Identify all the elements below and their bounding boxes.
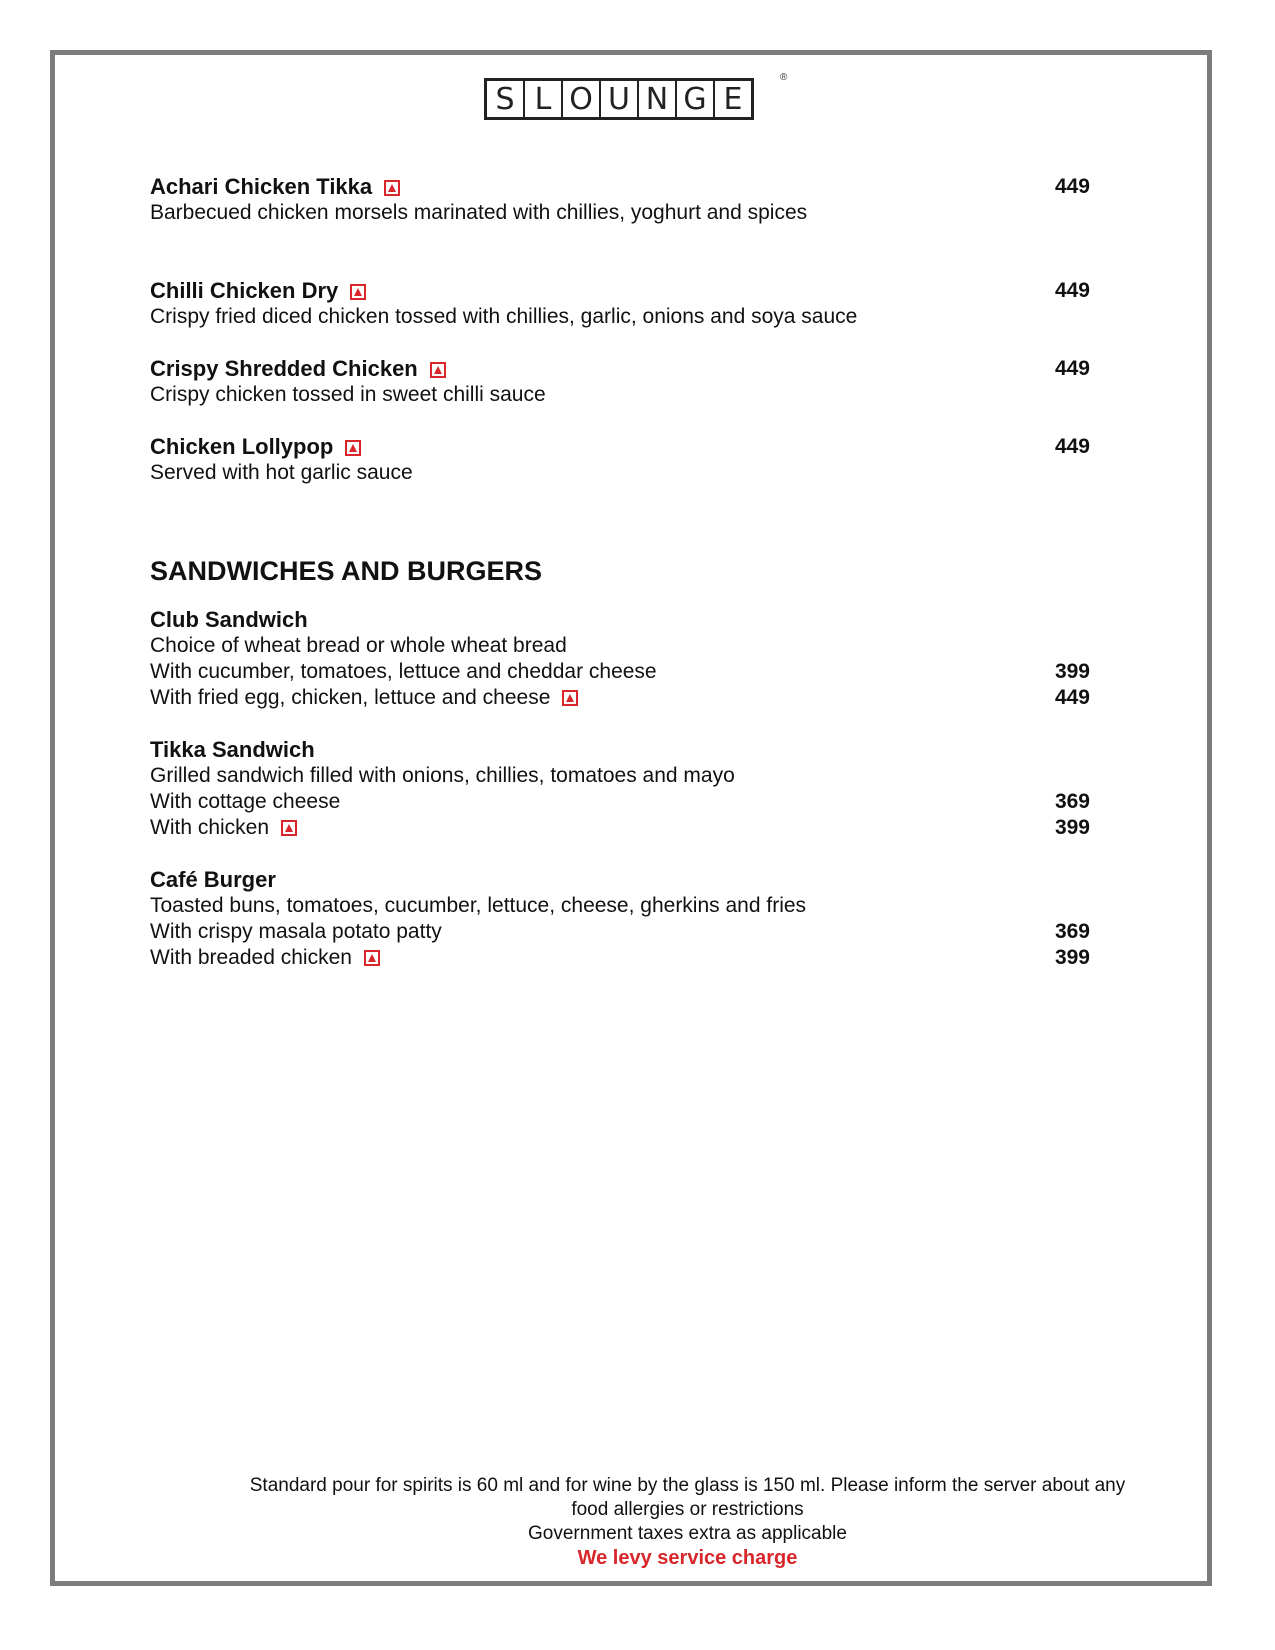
- item-option: [150, 945, 1090, 971]
- item-price: 449: [1054, 279, 1090, 302]
- option-label: With chicken: [150, 816, 270, 839]
- footer-notes: [150, 1474, 1225, 1570]
- option-price: 399: [1054, 946, 1090, 969]
- footer-tax-note: Government taxes extra as applicable: [528, 1523, 847, 1544]
- item-description: Grilled sandwich filled with onions, chillies, tomatoes and mayo: [150, 764, 735, 787]
- item-description: Choice of wheat bread or whole wheat bread: [150, 634, 567, 657]
- item-option: [150, 815, 1090, 841]
- item-description: Served with hot garlic sauce: [150, 461, 413, 484]
- section-title: SANDWICHES AND BURGERS: [150, 556, 543, 586]
- item-description: Toasted buns, tomatoes, cucumber, lettuce, cheese, gherkins and fries: [150, 894, 807, 917]
- footer-pour-note: Standard pour for spirits is 60 ml and for wine by the glass is 150 ml. Please inform the server about any: [249, 1475, 1126, 1496]
- menu-item: [150, 737, 1090, 841]
- item-name: Achari Chicken Tikka: [150, 174, 373, 199]
- non-veg-icon: [345, 440, 361, 456]
- non-veg-icon: [281, 820, 297, 836]
- item-description: Barbecued chicken morsels marinated with chillies, yoghurt and spices: [150, 201, 808, 224]
- non-veg-icon: [350, 284, 366, 300]
- option-price: 399: [1054, 660, 1090, 683]
- option-label: With crispy masala potato patty: [150, 920, 442, 943]
- non-veg-icon: [384, 180, 400, 196]
- option-price: 369: [1054, 920, 1090, 943]
- non-veg-icon: [562, 690, 578, 706]
- menu-item: [150, 607, 1090, 711]
- footer-allergy-note: food allergies or restrictions: [571, 1499, 804, 1520]
- option-label: With cottage cheese: [150, 790, 341, 813]
- item-name: Chicken Lollypop: [150, 434, 334, 459]
- menu-item: [150, 434, 1090, 486]
- item-name: Tikka Sandwich: [150, 737, 315, 762]
- menu-item: [150, 174, 1090, 226]
- non-veg-icon: [364, 950, 380, 966]
- menu-item: [150, 356, 1090, 408]
- item-name: Crispy Shredded Chicken: [150, 356, 418, 381]
- item-description: Crispy chicken tossed in sweet chilli sauce: [150, 383, 546, 406]
- item-name: Chilli Chicken Dry: [150, 278, 339, 303]
- option-label: With fried egg, chicken, lettuce and cheese: [150, 686, 551, 709]
- item-option: [150, 659, 1090, 685]
- menu-item: [150, 867, 1090, 971]
- non-veg-icon: [430, 362, 446, 378]
- item-price: 449: [1054, 357, 1090, 380]
- item-option: [150, 685, 1090, 711]
- item-description: Crispy fried diced chicken tossed with chillies, garlic, onions and soya sauce: [150, 305, 858, 328]
- option-price: 449: [1054, 686, 1090, 709]
- logo-letter: E: [723, 81, 743, 117]
- item-name: Café Burger: [150, 867, 276, 892]
- menu-item: [150, 278, 1090, 330]
- logo-letter: N: [639, 81, 677, 117]
- item-price: 449: [1054, 435, 1090, 458]
- option-price: 399: [1054, 816, 1090, 839]
- logo-trademark: ®: [780, 72, 788, 83]
- option-label: With cucumber, tomatoes, lettuce and cheddar cheese: [150, 660, 657, 683]
- option-label: With breaded chicken: [150, 946, 352, 969]
- logo-letter: G: [677, 81, 715, 117]
- footer-service-charge: We levy service charge: [577, 1547, 798, 1569]
- item-name: Club Sandwich: [150, 607, 308, 632]
- logo-letter: O: [563, 81, 601, 117]
- item-option: [150, 789, 1090, 815]
- item-price: 449: [1054, 175, 1090, 198]
- slounge-logo: [484, 78, 754, 120]
- option-price: 369: [1054, 790, 1090, 813]
- logo-letter: L: [525, 81, 563, 117]
- logo-letter: S: [487, 81, 525, 117]
- logo-letter: U: [601, 81, 639, 117]
- item-option: [150, 919, 1090, 945]
